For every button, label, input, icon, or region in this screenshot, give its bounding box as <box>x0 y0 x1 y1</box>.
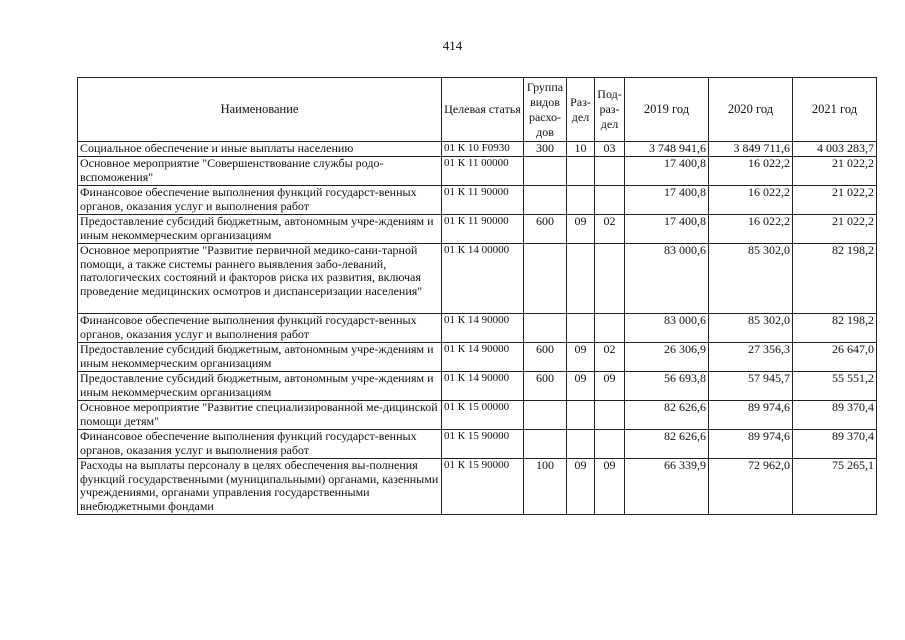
header-2019: 2019 год <box>625 78 709 142</box>
cell-target-article: 01 К 15 00000 <box>442 401 524 430</box>
table-row <box>78 401 877 430</box>
cell-subsection <box>595 186 625 215</box>
cell-expense-group <box>524 314 567 343</box>
table-row <box>78 215 877 244</box>
table-row <box>78 314 877 343</box>
cell-expense-group: 100 <box>524 459 567 515</box>
cell-2019: 17 400,8 <box>625 186 709 215</box>
cell-2019: 17 400,8 <box>625 157 709 186</box>
cell-name: Финансовое обеспечение выполнения функций государст-венных органов, оказания услуг и выполнения работ <box>78 186 442 215</box>
cell-target-article: 01 К 11 00000 <box>442 157 524 186</box>
header-target-article: Целевая статья <box>442 78 524 142</box>
cell-2019: 82 626,6 <box>625 430 709 459</box>
cell-name: Предоставление субсидий бюджетным, автономным учре-ждениям и иным некоммерческим организациям <box>78 372 442 401</box>
cell-subsection <box>595 430 625 459</box>
cell-2021: 4 003 283,7 <box>793 142 877 157</box>
cell-target-article: 01 К 14 00000 <box>442 244 524 314</box>
cell-subsection: 02 <box>595 343 625 372</box>
cell-name: Основное мероприятие "Развитие первичной медико-сани-тарной помощи, а также системы раннего выявления забо-леваний, патологических состояний и факторов риска их развития, включая проведение медицинских осмотров и диспансеризации населения" <box>78 244 442 314</box>
cell-2021: 75 265,1 <box>793 459 877 515</box>
cell-2020: 85 302,0 <box>709 244 793 314</box>
cell-section: 09 <box>567 459 595 515</box>
cell-2020: 72 962,0 <box>709 459 793 515</box>
cell-target-article: 01 К 14 90000 <box>442 314 524 343</box>
cell-section <box>567 314 595 343</box>
cell-name: Основное мероприятие "Развитие специализированной ме-дицинской помощи детям" <box>78 401 442 430</box>
cell-expense-group <box>524 430 567 459</box>
cell-expense-group: 300 <box>524 142 567 157</box>
cell-2021: 55 551,2 <box>793 372 877 401</box>
table-row <box>78 372 877 401</box>
cell-section <box>567 157 595 186</box>
cell-target-article: 01 К 10 F0930 <box>442 142 524 157</box>
cell-target-article: 01 К 15 90000 <box>442 459 524 515</box>
cell-section: 09 <box>567 343 595 372</box>
cell-target-article: 01 К 15 90000 <box>442 430 524 459</box>
cell-name: Предоставление субсидий бюджетным, автономным учре-ждениям и иным некоммерческим организациям <box>78 343 442 372</box>
table-row <box>78 157 877 186</box>
cell-section <box>567 186 595 215</box>
cell-2020: 85 302,0 <box>709 314 793 343</box>
cell-expense-group: 600 <box>524 372 567 401</box>
cell-subsection: 09 <box>595 372 625 401</box>
cell-2020: 57 945,7 <box>709 372 793 401</box>
table-row <box>78 343 877 372</box>
table-row <box>78 459 877 515</box>
table-row <box>78 186 877 215</box>
cell-section: 10 <box>567 142 595 157</box>
cell-section <box>567 401 595 430</box>
cell-expense-group: 600 <box>524 343 567 372</box>
cell-2019: 56 693,8 <box>625 372 709 401</box>
table-header-row <box>78 78 877 142</box>
header-name: Наименование <box>78 78 442 142</box>
cell-2021: 26 647,0 <box>793 343 877 372</box>
cell-subsection <box>595 157 625 186</box>
header-2021: 2021 год <box>793 78 877 142</box>
cell-section: 09 <box>567 372 595 401</box>
cell-expense-group <box>524 157 567 186</box>
table-row <box>78 244 877 314</box>
table-row <box>78 142 877 157</box>
cell-subsection: 02 <box>595 215 625 244</box>
cell-2020: 16 022,2 <box>709 215 793 244</box>
cell-2019: 3 748 941,6 <box>625 142 709 157</box>
cell-target-article: 01 К 14 90000 <box>442 372 524 401</box>
cell-2020: 3 849 711,6 <box>709 142 793 157</box>
cell-2019: 17 400,8 <box>625 215 709 244</box>
cell-target-article: 01 К 11 90000 <box>442 186 524 215</box>
cell-2019: 26 306,9 <box>625 343 709 372</box>
cell-expense-group <box>524 186 567 215</box>
cell-section <box>567 430 595 459</box>
cell-2020: 89 974,6 <box>709 430 793 459</box>
cell-subsection: 03 <box>595 142 625 157</box>
cell-2021: 89 370,4 <box>793 430 877 459</box>
page-number: 414 <box>442 38 463 53</box>
cell-subsection: 09 <box>595 459 625 515</box>
cell-target-article: 01 К 14 90000 <box>442 343 524 372</box>
cell-2020: 89 974,6 <box>709 401 793 430</box>
cell-2020: 16 022,2 <box>709 157 793 186</box>
cell-section <box>567 244 595 314</box>
cell-2020: 27 356,3 <box>709 343 793 372</box>
cell-name: Социальное обеспечение и иные выплаты населению <box>78 142 442 157</box>
cell-expense-group <box>524 244 567 314</box>
cell-2019: 66 339,9 <box>625 459 709 515</box>
cell-2021: 21 022,2 <box>793 157 877 186</box>
cell-target-article: 01 К 11 90000 <box>442 215 524 244</box>
header-2020: 2020 год <box>709 78 793 142</box>
header-subsection: Под-раз-дел <box>595 78 625 142</box>
header-expense-group: Группа видов расхо-дов <box>524 78 567 142</box>
cell-2019: 83 000,6 <box>625 314 709 343</box>
cell-expense-group: 600 <box>524 215 567 244</box>
cell-2021: 21 022,2 <box>793 186 877 215</box>
cell-subsection <box>595 401 625 430</box>
header-section: Раз-дел <box>567 78 595 142</box>
cell-2020: 16 022,2 <box>709 186 793 215</box>
cell-2021: 82 198,2 <box>793 314 877 343</box>
cell-2019: 82 626,6 <box>625 401 709 430</box>
cell-name: Финансовое обеспечение выполнения функций государст-венных органов, оказания услуг и выполнения работ <box>78 430 442 459</box>
cell-name: Основное мероприятие "Совершенствование службы родо-вспоможения" <box>78 157 442 186</box>
cell-2021: 89 370,4 <box>793 401 877 430</box>
cell-subsection <box>595 314 625 343</box>
cell-expense-group <box>524 401 567 430</box>
cell-section: 09 <box>567 215 595 244</box>
cell-subsection <box>595 244 625 314</box>
table-row <box>78 430 877 459</box>
cell-2019: 83 000,6 <box>625 244 709 314</box>
budget-table <box>77 77 877 515</box>
cell-2021: 82 198,2 <box>793 244 877 314</box>
cell-name: Расходы на выплаты персоналу в целях обеспечения вы-полнения функций государственными (муниципальными) органами, казенными учреждениями, органами управления государственными внебюджетными фондами <box>78 459 442 515</box>
cell-2021: 21 022,2 <box>793 215 877 244</box>
cell-name: Финансовое обеспечение выполнения функций государст-венных органов, оказания услуг и выполнения работ <box>78 314 442 343</box>
cell-name: Предоставление субсидий бюджетным, автономным учре-ждениям и иным некоммерческим организациям <box>78 215 442 244</box>
